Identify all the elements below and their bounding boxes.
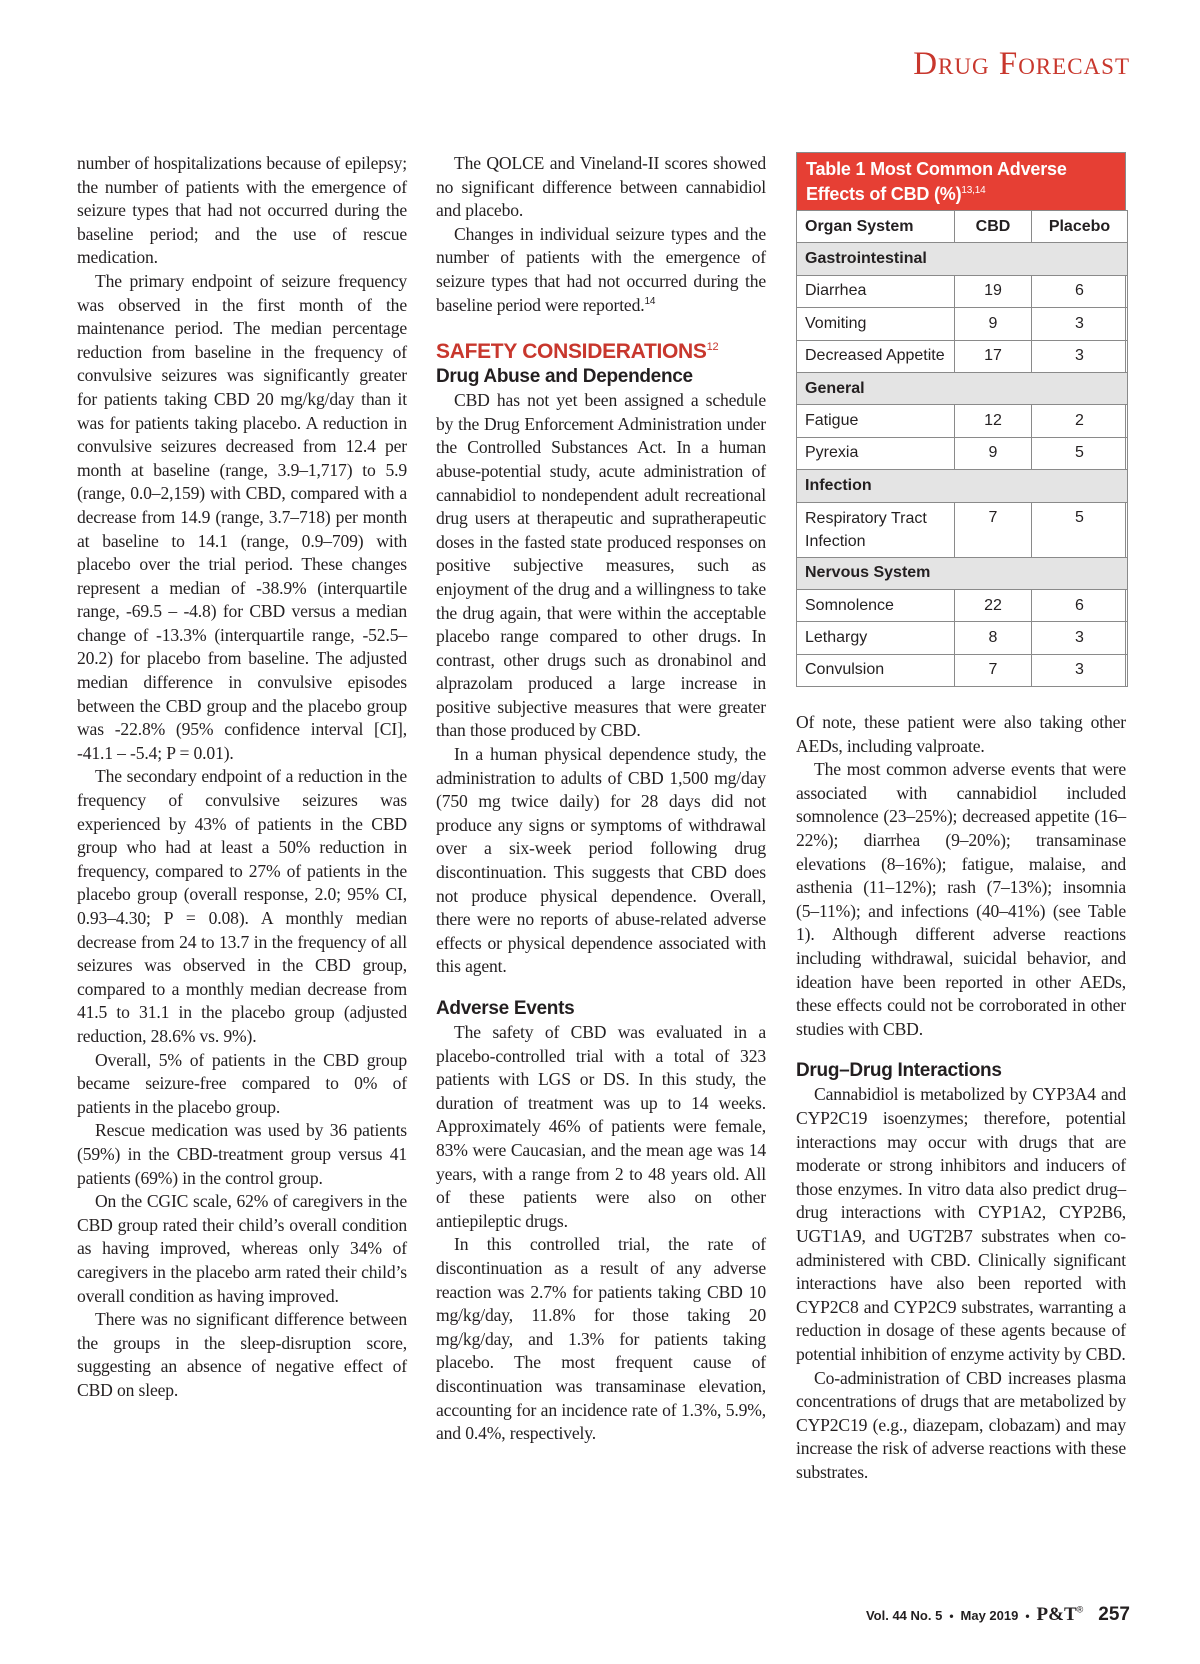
cbd-value: 9	[955, 437, 1032, 469]
section-heading	[436, 339, 766, 365]
paragraph: Co-administration of CBD increases plasma concentrations of drugs that are metabolized by CYP2C19 (e.g., diazepam, clobazam) and may increase the risk of adverse reactions with these substrates.	[796, 1367, 1126, 1482]
paragraph: CBD has not yet been assigned a schedule by the Drug Enforcement Administration under the Controlled Substances Act. In a human abuse-potential study, acute administration of cannabidiol to nondependent adult recreational drug users at therapeutic and supratherapeutic doses in the fasted state produced responses on positive subjective measures, such as enjoyment of the drug and a willingness to take the drug again, that were within the acceptable placebo range compared to other drugs. In contrast, other drugs such as dronabinol and alprazolam produced a large increase in positive subjective measures that were greater than those produced by CBD.	[436, 390, 766, 741]
row-label: Convulsion	[797, 654, 955, 686]
table-row	[797, 589, 1128, 621]
paragraph: Rescue medication was used by 36 patients (59%) in the CBD-treatment group versus 41 patients (69%) in the control group.	[77, 1120, 407, 1188]
table-row	[797, 308, 1128, 340]
paragraph: number of hospitalizations because of epilepsy; the number of patients with the emergence of seizure types that had not occurred during the baseline period; and the use of rescue medication.	[77, 153, 407, 268]
placebo-value: 3	[1032, 654, 1128, 686]
row-label: Diarrhea	[797, 275, 955, 307]
paragraph: The secondary endpoint of a reduction in the frequency of convulsive seizures was experienced by 43% of patients in the CBD group who had at least a 50% reduction in frequency, compared to 27% of patients in the placebo group (overall response, 2.0; 95% CI, 0.93–4.30; P = 0.08). A monthly median decrease from 24 to 13.7 in the frequency of all seizures was observed in the CBD group, compared to a monthly median decrease from 41.5 to 31.1 in the placebo group (adjusted reduction, 28.6% vs. 9%).	[77, 766, 407, 1046]
cbd-value: 12	[955, 405, 1032, 437]
table-row	[797, 275, 1128, 307]
table-category-row	[797, 557, 1128, 589]
post-table-text	[796, 711, 1126, 1484]
category-label: Infection	[797, 470, 1128, 502]
reference-marker: 12	[706, 341, 719, 354]
volume-info: Vol. 44 No. 5	[865, 1608, 943, 1623]
cbd-value: 7	[955, 654, 1032, 686]
category-label: Nervous System	[797, 557, 1128, 589]
placebo-value: 2	[1032, 405, 1128, 437]
table-row	[797, 340, 1128, 372]
separator: •	[949, 1609, 954, 1623]
page-footer	[866, 1604, 1130, 1626]
cbd-value: 19	[955, 275, 1032, 307]
category-label: Gastrointestinal	[797, 243, 1128, 275]
separator: •	[1025, 1609, 1030, 1623]
placebo-value: 6	[1032, 275, 1128, 307]
table-row	[797, 654, 1128, 686]
table-caption	[797, 153, 1125, 211]
table-category-row	[797, 372, 1128, 404]
row-label: Decreased Appetite	[797, 340, 955, 372]
placebo-value: 6	[1032, 589, 1128, 621]
paragraph: The primary endpoint of seizure frequency was observed in the first month of the maintenance period. The median percentage reduction from baseline in the frequency of convulsive seizures was significantly greater for patients taking CBD 20 mg/kg/day than it was for patients taking placebo. A reduction in convulsive seizures decreased from 12.4 per month at baseline (range, 3.9–1,717) to 5.9 (range, 0.0–2,159) with CBD, compared with a decrease from 14.9 (range, 3.7–718) per month at baseline to 14.1 (range, 0.9–709) with placebo over the trial period. These changes represent a median of -38.9% (interquartile range, -69.5 – -4.8) for CBD versus a median change of -13.3% (interquartile range, -52.5–20.2) for placebo from baseline. The adjusted median difference in convulsive episodes between the CBD group and the placebo group was -22.8% (95% confidence interval [CI], -41.1 – -5.4; P = 0.01).	[77, 270, 407, 763]
issue-date: May 2019	[960, 1608, 1019, 1623]
section-title: Drug Forecast	[913, 46, 1130, 82]
row-label: Pyrexia	[797, 437, 955, 469]
column-2	[436, 152, 766, 1446]
paragraph: The safety of CBD was evaluated in a placebo-controlled trial with a total of 323 patients with LGS or DS. In this study, the duration of treatment was up to 14 weeks. Approximately 46% of patients were female, 83% were Caucasian, and the mean age was 14 years, with a range from 2 to 48 years old. All of these patients were also on other antiepileptic drugs.	[436, 1022, 766, 1231]
subsection-heading: Drug–Drug Interactions	[796, 1060, 1002, 1082]
paragraph: The most common adverse events that were associated with cannabidiol included somnolence (23–25%); decreased appetite (16–22%); diarrhea (9–20%); transaminase elevations (8–16%); fatigue, malaise, and asthenia (11–12%); rash (7–13%); insomnia (5–11%); and infections (40–41%) (see Table 1). Although different adverse reactions including withdrawal, suicidal behavior, and ideation have been reported in other AEDs, these effects could not be corroborated in other studies with CBD.	[796, 759, 1126, 1039]
row-label: Somnolence	[797, 589, 955, 621]
cbd-value: 22	[955, 589, 1032, 621]
paragraph-text: Changes in individual seizure types and the number of patients with the emergence of seizure types that had not occurred during the baseline period were reported.	[436, 223, 766, 315]
placebo-value: 3	[1032, 622, 1128, 654]
column-header: CBD	[955, 211, 1032, 243]
reference-marker: 14	[644, 295, 656, 307]
row-label: Fatigue	[797, 405, 955, 437]
adverse-effects-table	[796, 152, 1126, 687]
placebo-value: 5	[1032, 437, 1128, 469]
category-label: General	[797, 372, 1128, 404]
paragraph: Cannabidiol is metabolized by CYP3A4 and CYP2C19 isoenzymes; therefore, potential interactions may occur with drugs that are moderate or strong inhibitors and inducers of those enzymes. In vitro data also predict drug–drug interactions with CYP1A2, CYP2B6, UGT1A9, and UGT2B7 substrates when co-administered with CBD. Clinically significant interactions have also been reported with CYP2C8 and CYP2C9 substrates, warranting a reduction in dosage of these agents because of potential inhibition of enzyme activity by CBD.	[796, 1084, 1126, 1364]
row-label: Respiratory Tract Infection	[797, 502, 955, 557]
paragraph: In a human physical dependence study, the administration to adults of CBD 1,500 mg/day (750 mg twice daily) for 28 days did not produce any signs or symptoms of withdrawal over a six-week period following drug discontinuation. This suggests that CBD does not produce physical dependence. Overall, there were no reports of abuse-related adverse effects or physical dependence associated with this agent.	[436, 744, 766, 977]
table-category-row	[797, 470, 1128, 502]
row-label: Lethargy	[797, 622, 955, 654]
cbd-value: 17	[955, 340, 1032, 372]
paragraph: In this controlled trial, the rate of discontinuation as a result of any adverse reaction was 2.7% for patients taking CBD 10 mg/kg/day, 11.8% for those taking 20 mg/kg/day, and 1.3% for patients taking placebo. The most frequent cause of discontinuation was transaminase elevation, accounting for an incidence rate of 1.3%, 5.9%, and 0.4%, respectively.	[436, 1234, 766, 1444]
column-3	[796, 152, 1126, 1484]
paragraph: The QOLCE and Vineland-II scores showed no significant difference between cannabidiol and placebo.	[436, 153, 766, 221]
reference-marker: 13,14	[961, 185, 986, 196]
page-number: 257	[1098, 1604, 1130, 1625]
cbd-value: 7	[955, 502, 1032, 557]
journal-name	[1037, 1604, 1084, 1626]
table-row	[797, 405, 1128, 437]
table-category-row	[797, 243, 1128, 275]
subsection-heading: Drug Abuse and Dependence	[436, 366, 693, 388]
paragraph: On the CGIC scale, 62% of caregivers in the CBD group rated their child’s overall condition as having improved, whereas only 34% of caregivers in the placebo arm rated their child’s overall condition as having improved.	[77, 1191, 407, 1306]
section-heading-text: SAFETY CONSIDERATIONS	[436, 340, 707, 364]
column-1	[77, 152, 407, 1402]
registered-mark: ®	[1076, 1604, 1084, 1615]
table-row	[797, 502, 1128, 557]
placebo-value: 5	[1032, 502, 1128, 557]
table-caption-text: Table 1 Most Common Adverse Effects of CBD (%)	[806, 159, 1067, 204]
paragraph	[436, 223, 766, 317]
placebo-value: 3	[1032, 308, 1128, 340]
placebo-value: 3	[1032, 340, 1128, 372]
paragraph: There was no significant difference between the groups in the sleep-disruption score, suggesting an absence of negative effect of CBD on sleep.	[77, 1309, 407, 1400]
column-header: Placebo	[1032, 211, 1128, 243]
table-body	[796, 210, 1128, 687]
table-row	[797, 437, 1128, 469]
subsection-heading: Adverse Events	[436, 998, 575, 1019]
journal-name-text: P&T	[1036, 1604, 1077, 1625]
table-row	[797, 622, 1128, 654]
paragraph: Of note, these patient were also taking other AEDs, including valproate.	[796, 712, 1126, 756]
table-header-row	[797, 211, 1128, 243]
paragraph: Overall, 5% of patients in the CBD group became seizure-free compared to 0% of patients in the placebo group.	[77, 1049, 407, 1117]
cbd-value: 9	[955, 308, 1032, 340]
cbd-value: 8	[955, 622, 1032, 654]
row-label: Vomiting	[797, 308, 955, 340]
column-header: Organ System	[797, 211, 955, 243]
